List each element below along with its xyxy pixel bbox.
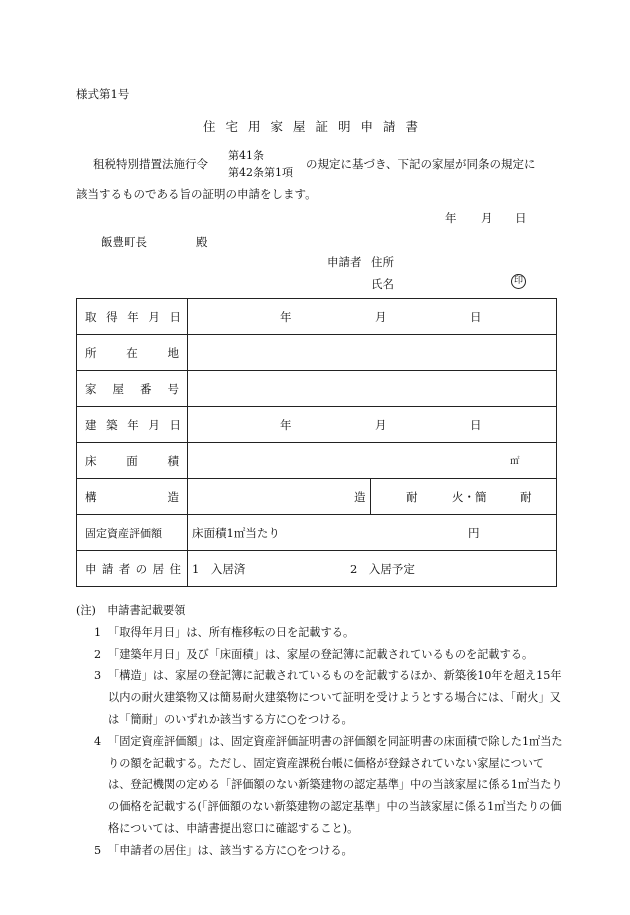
acquire-date-label — [77, 299, 188, 335]
structure-field[interactable] — [188, 479, 557, 515]
intro-prefix: 租税特別措置法施行令 — [93, 157, 208, 171]
built-date-label — [77, 407, 188, 443]
row-acquire-date — [77, 299, 557, 335]
document-title: 住宅用家屋証明申請書 — [203, 119, 429, 134]
row-floor-area — [77, 443, 557, 479]
notes-heading: (注) 申請書記載要領 — [76, 604, 186, 617]
acquire-date-label-text: 取 得 年 月 日 — [85, 309, 181, 324]
residence-option-moved-in[interactable]: 1 入居済 — [192, 562, 246, 576]
residence-option-planned[interactable]: 2 入居予定 — [350, 562, 415, 576]
fireproof-char-3: 耐 — [520, 490, 532, 504]
house-number-field[interactable] — [188, 371, 557, 407]
valuation-field[interactable] — [188, 515, 557, 551]
applicant-label: 申請者 — [327, 255, 362, 269]
applicant-name-label: 氏名 — [371, 277, 394, 291]
built-date-month: 月 — [375, 418, 387, 432]
built-date-year: 年 — [280, 418, 292, 432]
floor-area-label-text: 床 面 積 — [85, 453, 179, 468]
floor-area-label — [77, 443, 188, 479]
date-day: 日 — [515, 211, 527, 225]
valuation-label-text: 固定資産評価額 — [85, 526, 162, 540]
applicant-address-label: 住所 — [371, 255, 394, 269]
instructions-notes — [76, 600, 566, 862]
row-structure — [77, 479, 557, 515]
row-residence — [77, 551, 557, 587]
location-field[interactable] — [188, 335, 557, 371]
intro-line-2: 該当するものである旨の証明の申請をします。 — [76, 187, 317, 201]
note-item: 1 「取得年月日」は、所有権移転の日を記載する。 — [94, 625, 355, 639]
acquire-date-year: 年 — [280, 310, 292, 324]
residence-field[interactable] — [188, 551, 557, 587]
structure-label-text: 構 造 — [85, 489, 179, 504]
acquire-date-field[interactable] — [188, 299, 557, 335]
acquire-date-month: 月 — [375, 310, 387, 324]
row-built-date — [77, 407, 557, 443]
house-info-table — [76, 298, 557, 587]
floor-area-unit: ㎡ — [510, 456, 520, 467]
note-item: 3 「構造」は、家屋の登記簿に記載されているものを記載するほか、新築後10年を超え15年以内の耐火建築物又は簡易耐火建築物について証明を受けようとする場合には、「耐火」又は「簡耐」のいずれか該当する方に○をつける。 — [94, 669, 562, 726]
row-house-number — [77, 371, 557, 407]
addressee-honorific: 殿 — [196, 235, 208, 249]
intro-suffix: の規定に基づき、下記の家屋が同条の規定に — [306, 157, 536, 171]
structure-label — [77, 479, 188, 515]
location-label-text: 所 在 地 — [85, 345, 179, 360]
structure-unit: 造 — [354, 490, 366, 504]
fireproof-char-1: 耐 — [406, 490, 418, 504]
built-date-field[interactable] — [188, 407, 557, 443]
valuation-label — [77, 515, 188, 551]
acquire-date-day: 日 — [470, 310, 482, 324]
date-year: 年 — [445, 211, 457, 225]
row-location — [77, 335, 557, 371]
structure-divider — [370, 479, 371, 514]
valuation-unit: 円 — [468, 526, 480, 540]
intro-article-2: 第42条第1項 — [228, 166, 293, 179]
location-label — [77, 335, 188, 371]
seal-mark: 印 — [511, 274, 526, 289]
note-item: 2 「建築年月日」及び「床面積」は、家屋の登記簿に記載されているものを記載する。 — [94, 647, 534, 661]
date-month: 月 — [481, 211, 493, 225]
note-item: 5 「申請者の居住」は、該当する方に○をつける。 — [94, 843, 353, 857]
addressee-name: 飯豊町長 — [101, 235, 147, 249]
built-date-label-text: 建 築 年 月 日 — [85, 417, 181, 432]
residence-label-text: 申 請 者 の 居 住 — [85, 561, 181, 576]
house-number-label-text: 家 屋 番 号 — [85, 381, 179, 396]
residence-label — [77, 551, 188, 587]
valuation-per-area: 床面積1㎡当たり — [192, 526, 280, 540]
intro-article-1: 第41条 — [228, 149, 264, 162]
fireproof-char-2: 火・簡 — [452, 490, 487, 504]
floor-area-field[interactable] — [188, 443, 557, 479]
house-number-label — [77, 371, 188, 407]
built-date-day: 日 — [470, 418, 482, 432]
row-valuation — [77, 515, 557, 551]
form-number: 様式第1号 — [76, 87, 130, 101]
note-item: 4 「固定資産評価額」は、固定資産評価証明書の評価額を同証明書の床面積で除した1㎡当たりの額を記載する。ただし、固定資産課税台帳に価格が登録されていない家屋については、登記機関の定める「評価額のない新築建物の認定基準」中の当該家屋に係る1㎡当たりの価格を記載する(「評価額のない新築建物の認定基準」中の当該家屋に係る1㎡当たりの価格については、申請書提出窓口に確認すること)。 — [94, 734, 563, 835]
